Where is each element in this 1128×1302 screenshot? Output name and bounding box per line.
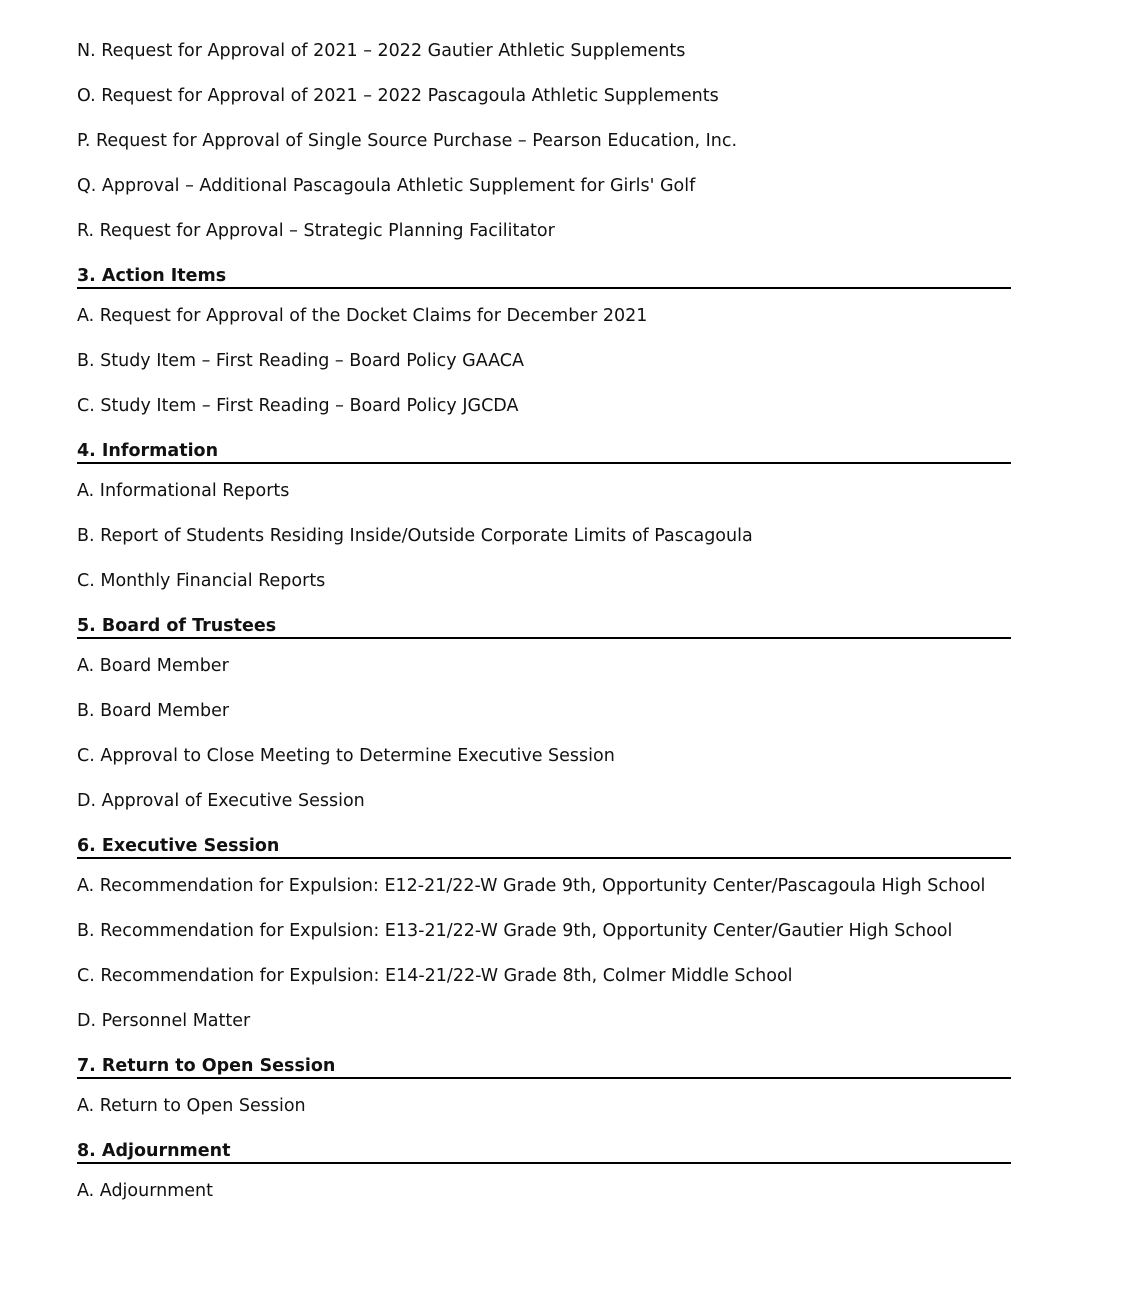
agenda-item[interactable]: C. Recommendation for Expulsion: E14-21/22-W Grade 8th, Colmer Middle School: [77, 966, 793, 986]
agenda-item[interactable]: B. Recommendation for Expulsion: E13-21/22-W Grade 9th, Opportunity Center/Gautier High School: [77, 921, 953, 941]
agenda-item[interactable]: C. Approval to Close Meeting to Determine Executive Session: [77, 746, 615, 766]
agenda-item[interactable]: B. Board Member: [77, 701, 230, 721]
agenda-item[interactable]: A. Adjournment: [77, 1181, 213, 1201]
section-executive-session: [77, 835, 1011, 1032]
agenda-item[interactable]: A. Informational Reports: [77, 481, 290, 501]
agenda-item[interactable]: B. Study Item – First Reading – Board Policy GAACA: [77, 351, 525, 371]
section-information: [77, 440, 1011, 592]
section-board-of-trustees: [77, 615, 1011, 812]
continued-items: [77, 40, 1011, 242]
agenda-item[interactable]: D. Approval of Executive Session: [77, 791, 365, 811]
section-heading: 3. Action Items: [77, 265, 1011, 289]
agenda-item[interactable]: A. Board Member: [77, 656, 229, 676]
section-heading: 6. Executive Session: [77, 835, 1011, 859]
section-heading: 8. Adjournment: [77, 1140, 1011, 1164]
section-return-to-open-session: [77, 1055, 1011, 1117]
section-heading: 4. Information: [77, 440, 1011, 464]
section-adjournment: [77, 1140, 1011, 1202]
section-heading: 5. Board of Trustees: [77, 615, 1011, 639]
section-action-items: [77, 265, 1011, 417]
agenda-item[interactable]: N. Request for Approval of 2021 – 2022 Gautier Athletic Supplements: [77, 41, 686, 61]
agenda-item[interactable]: B. Report of Students Residing Inside/Outside Corporate Limits of Pascagoula: [77, 526, 753, 546]
agenda-item[interactable]: Q. Approval – Additional Pascagoula Athletic Supplement for Girls' Golf: [77, 176, 696, 196]
agenda-item[interactable]: C. Monthly Financial Reports: [77, 571, 326, 591]
agenda-item[interactable]: R. Request for Approval – Strategic Planning Facilitator: [77, 221, 555, 241]
section-heading: 7. Return to Open Session: [77, 1055, 1011, 1079]
agenda-item[interactable]: A. Recommendation for Expulsion: E12-21/22-W Grade 9th, Opportunity Center/Pascagoula High School: [77, 876, 986, 896]
agenda-item[interactable]: A. Return to Open Session: [77, 1096, 306, 1116]
agenda-item[interactable]: O. Request for Approval of 2021 – 2022 Pascagoula Athletic Supplements: [77, 86, 719, 106]
agenda-item[interactable]: A. Request for Approval of the Docket Claims for December 2021: [77, 306, 648, 326]
agenda-item[interactable]: P. Request for Approval of Single Source Purchase – Pearson Education, Inc.: [77, 131, 738, 151]
agenda-item[interactable]: C. Study Item – First Reading – Board Policy JGCDA: [77, 396, 519, 416]
agenda-document: [77, 40, 1011, 1225]
agenda-item[interactable]: D. Personnel Matter: [77, 1011, 251, 1031]
